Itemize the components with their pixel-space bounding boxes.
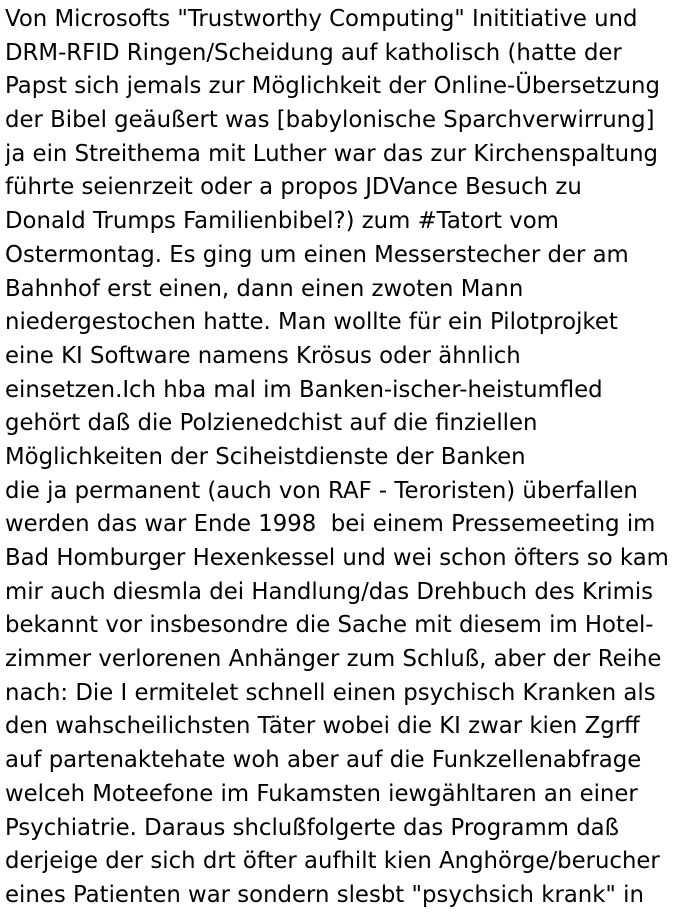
text-line: nach: Die I ermitelet schnell einen psychisch Kranken als: [5, 679, 656, 706]
text-line: eine KI Software namens Krösus oder ähnlich: [5, 342, 521, 369]
text-line: mir auch diesmla dei Handlung/das Drehbuch des Krimis: [5, 578, 654, 605]
text-line: Von Microsofts "Trustworthy Computing" Inititiative und: [5, 6, 638, 32]
text-line: die ja permanent (auch von RAF - Teroristen) überfallen: [5, 477, 638, 504]
text-line: eines Patienten war sondern slesbt "psychsich krank" in: [5, 881, 644, 908]
text-line: führte seienrzeit oder a propos JDVance Besuch zu: [5, 174, 582, 201]
text-line: Donald Trumps Familienbibel?) zum #Tatort vom: [5, 208, 559, 235]
text-line: einsetzen.Ich hba mal im Banken-ischer-heistumfled: [5, 376, 603, 403]
text-line: Papst sich jemals zur Möglichkeit der Online-Übersetzung: [5, 73, 660, 100]
text-line: niedergestochen hatte. Man wollte für ein Pilotprojket: [5, 309, 618, 336]
text-line: der Bibel geäußert was [babylonische Sparchverwirrung]: [5, 107, 655, 134]
text-line: Möglichkeiten der Sciheistdienste der Banken: [5, 443, 526, 470]
text-line: auf partenaktehate woh aber auf die Funkzellenabfrage: [5, 747, 642, 774]
text-line: zimmer verlorenen Anhänger zum Schluß, aber der Reihe: [5, 646, 662, 673]
text-line: ja ein Streithema mit Luther war das zur Kirchenspaltung: [5, 140, 658, 167]
text-line: DRM-RFID Ringen/Scheidung auf katholisch (hatte der: [5, 39, 622, 66]
text-line: den wahscheilichsten Täter wobei die KI zwar kien Zgrff: [5, 713, 640, 740]
document-body: [5, 3, 684, 913]
text-line: welceh Moteefone im Fukamsten iewgähltaren an einer: [5, 780, 638, 807]
text-line: werden das war Ende 1998 bei einem Pressemeeting im: [5, 511, 656, 538]
text-line: gehört daß die Polzienedchist auf die finziellen: [5, 410, 538, 437]
text-line: derjeige der sich drt öfter aufhilt kien Anghörge/berucher: [5, 848, 660, 875]
text-line: Bad Homburger Hexenkessel und wei schon öfters so kam: [5, 545, 669, 571]
text-line: Ostermontag. Es ging um einen Messerstecher der am: [5, 241, 629, 268]
text-line: Bahnhof erst einen, dann einen zwoten Mann: [5, 275, 524, 302]
text-line: bekannt vor insbesondre die Sache mit diesem im Hotel-: [5, 612, 654, 639]
text-line: Psychiatrie. Daraus shclußfolgerte das Programm daß: [5, 814, 619, 841]
